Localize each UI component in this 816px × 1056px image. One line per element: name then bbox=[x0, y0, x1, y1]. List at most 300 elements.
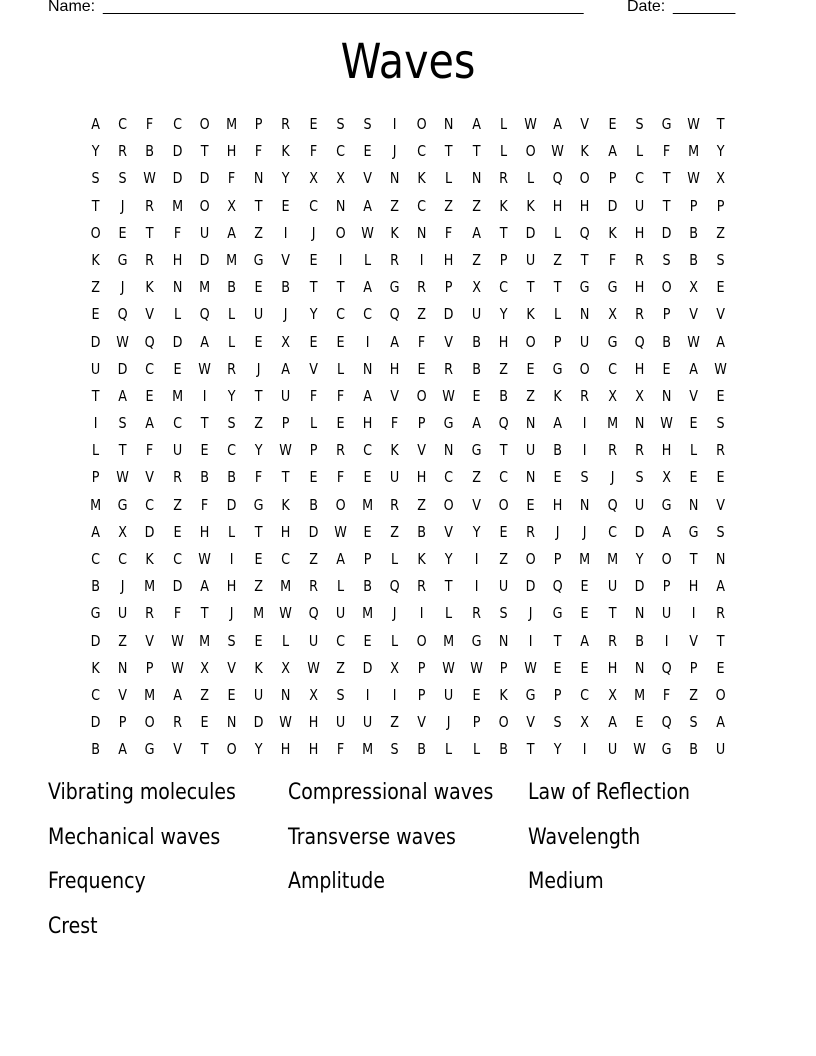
grid-letter[interactable]: E bbox=[363, 631, 372, 650]
grid-letter[interactable]: C bbox=[444, 468, 454, 487]
grid-letter[interactable]: C bbox=[172, 115, 182, 133]
grid-letter[interactable]: R bbox=[281, 115, 291, 133]
grid-letter[interactable]: G bbox=[552, 359, 563, 378]
grid-letter[interactable]: D bbox=[607, 196, 618, 215]
grid-letter[interactable]: T bbox=[553, 278, 562, 297]
grid-letter[interactable]: V bbox=[145, 631, 155, 650]
grid-letter[interactable]: L bbox=[227, 522, 236, 541]
grid-letter[interactable]: U bbox=[634, 495, 645, 514]
grid-letter[interactable]: V bbox=[308, 359, 318, 378]
grid-letter[interactable]: R bbox=[390, 495, 400, 514]
grid-letter[interactable]: Q bbox=[579, 223, 590, 242]
grid-letter[interactable]: N bbox=[525, 468, 536, 487]
grid-letter[interactable]: G bbox=[117, 495, 128, 514]
grid-letter[interactable]: W bbox=[333, 522, 347, 541]
grid-letter[interactable]: N bbox=[471, 169, 481, 188]
grid-letter[interactable]: W bbox=[143, 169, 157, 188]
grid-letter[interactable]: B bbox=[417, 740, 427, 759]
grid-letter[interactable]: J bbox=[583, 522, 587, 541]
grid-letter[interactable]: V bbox=[689, 305, 699, 324]
grid-letter[interactable]: N bbox=[716, 550, 726, 568]
grid-letter[interactable]: C bbox=[172, 414, 182, 433]
grid-letter[interactable]: K bbox=[390, 223, 399, 242]
grid-letter[interactable]: Y bbox=[553, 740, 562, 759]
grid-letter[interactable]: Q bbox=[634, 332, 645, 351]
grid-letter[interactable]: D bbox=[90, 713, 101, 732]
grid-letter[interactable]: B bbox=[281, 278, 291, 297]
grid-letter[interactable]: H bbox=[226, 577, 237, 596]
grid-letter[interactable]: R bbox=[526, 522, 536, 541]
grid-letter[interactable]: H bbox=[226, 142, 237, 161]
grid-letter[interactable]: G bbox=[607, 278, 618, 297]
grid-letter[interactable]: U bbox=[308, 631, 318, 650]
grid-letter[interactable]: D bbox=[362, 658, 373, 677]
grid-letter[interactable]: A bbox=[607, 713, 617, 732]
grid-letter[interactable]: Z bbox=[499, 550, 508, 568]
grid-letter[interactable]: A bbox=[118, 740, 128, 759]
grid-letter[interactable]: X bbox=[308, 685, 318, 704]
grid-letter[interactable]: Z bbox=[254, 414, 264, 433]
grid-letter[interactable]: O bbox=[416, 386, 427, 405]
grid-letter[interactable]: T bbox=[146, 223, 154, 242]
grid-letter[interactable]: A bbox=[553, 115, 563, 133]
grid-letter[interactable]: O bbox=[525, 550, 536, 568]
grid-letter[interactable]: F bbox=[336, 468, 344, 487]
grid-letter[interactable]: X bbox=[199, 658, 209, 677]
grid-letter[interactable]: P bbox=[118, 713, 127, 732]
grid-letter[interactable]: B bbox=[227, 278, 236, 297]
grid-letter[interactable]: C bbox=[634, 169, 644, 188]
grid-letter[interactable]: L bbox=[554, 223, 562, 242]
grid-letter[interactable]: U bbox=[335, 713, 345, 732]
grid-letter[interactable]: G bbox=[471, 631, 482, 650]
grid-letter[interactable]: R bbox=[145, 196, 155, 215]
grid-letter[interactable]: N bbox=[498, 631, 509, 650]
grid-letter[interactable]: M bbox=[688, 142, 700, 161]
grid-letter[interactable]: O bbox=[416, 115, 427, 133]
grid-letter[interactable]: Z bbox=[444, 196, 454, 215]
grid-letter[interactable]: E bbox=[716, 658, 725, 677]
grid-letter[interactable]: C bbox=[498, 468, 508, 487]
grid-letter[interactable]: Z bbox=[308, 550, 318, 568]
grid-letter[interactable]: E bbox=[173, 522, 182, 541]
grid-letter[interactable]: A bbox=[662, 522, 671, 541]
grid-letter[interactable]: O bbox=[579, 169, 590, 188]
grid-letter[interactable]: C bbox=[363, 305, 372, 324]
grid-letter[interactable]: C bbox=[335, 305, 345, 324]
grid-letter[interactable]: T bbox=[717, 115, 725, 133]
grid-letter[interactable]: E bbox=[145, 386, 154, 405]
grid-letter[interactable]: V bbox=[444, 332, 454, 351]
grid-letter[interactable]: P bbox=[553, 550, 562, 568]
grid-letter[interactable]: L bbox=[336, 359, 344, 378]
grid-letter[interactable]: C bbox=[417, 196, 427, 215]
grid-letter[interactable]: J bbox=[392, 142, 397, 161]
grid-letter[interactable]: M bbox=[226, 250, 238, 269]
grid-letter[interactable]: Y bbox=[282, 169, 290, 188]
grid-letter[interactable]: E bbox=[716, 468, 725, 487]
grid-letter[interactable]: O bbox=[498, 713, 509, 732]
grid-letter[interactable]: U bbox=[254, 305, 264, 324]
grid-letter[interactable]: D bbox=[253, 713, 264, 732]
grid-letter[interactable]: G bbox=[661, 740, 672, 759]
grid-letter[interactable]: E bbox=[608, 115, 617, 133]
grid-letter[interactable]: Z bbox=[417, 495, 427, 514]
grid-letter[interactable]: D bbox=[172, 332, 183, 351]
grid-letter[interactable]: P bbox=[553, 332, 562, 351]
grid-letter[interactable]: Q bbox=[389, 577, 400, 596]
grid-letter[interactable]: N bbox=[444, 441, 454, 460]
grid-letter[interactable]: Z bbox=[199, 685, 209, 704]
grid-letter[interactable]: H bbox=[308, 740, 318, 759]
grid-letter[interactable]: R bbox=[335, 441, 345, 460]
grid-letter[interactable]: X bbox=[580, 713, 590, 732]
grid-letter[interactable]: P bbox=[309, 441, 317, 460]
grid-letter[interactable]: U bbox=[716, 740, 726, 759]
grid-letter[interactable]: Q bbox=[498, 414, 509, 433]
grid-letter[interactable]: D bbox=[661, 223, 672, 242]
grid-letter[interactable]: O bbox=[335, 223, 346, 242]
grid-letter[interactable]: A bbox=[471, 223, 481, 242]
grid-letter[interactable]: R bbox=[172, 468, 182, 487]
grid-letter[interactable]: G bbox=[525, 685, 536, 704]
grid-letter[interactable]: I bbox=[583, 441, 587, 460]
grid-letter[interactable]: A bbox=[145, 414, 155, 433]
grid-letter[interactable]: N bbox=[661, 386, 672, 405]
grid-letter[interactable]: B bbox=[91, 577, 100, 596]
grid-letter[interactable]: J bbox=[447, 713, 451, 732]
grid-letter[interactable]: N bbox=[525, 414, 536, 433]
grid-letter[interactable]: M bbox=[253, 604, 265, 623]
grid-letter[interactable]: T bbox=[717, 631, 725, 650]
grid-letter[interactable]: C bbox=[91, 550, 101, 568]
grid-letter[interactable]: A bbox=[91, 115, 100, 133]
grid-letter[interactable]: O bbox=[661, 550, 672, 568]
grid-letter[interactable]: W bbox=[361, 223, 374, 242]
grid-letter[interactable]: E bbox=[227, 685, 236, 704]
grid-letter[interactable]: P bbox=[689, 658, 698, 677]
grid-letter[interactable]: B bbox=[308, 495, 318, 514]
grid-letter[interactable]: A bbox=[227, 223, 236, 242]
grid-letter[interactable]: X bbox=[607, 685, 617, 704]
grid-letter[interactable]: A bbox=[553, 414, 563, 433]
grid-letter[interactable]: N bbox=[226, 713, 237, 732]
grid-letter[interactable]: W bbox=[279, 441, 293, 460]
grid-letter[interactable]: D bbox=[525, 223, 536, 242]
grid-letter[interactable]: W bbox=[279, 713, 293, 732]
grid-letter[interactable]: I bbox=[691, 604, 696, 623]
grid-letter[interactable]: H bbox=[580, 196, 590, 215]
grid-letter[interactable]: P bbox=[499, 658, 508, 677]
grid-letter[interactable]: U bbox=[281, 386, 291, 405]
grid-letter[interactable]: X bbox=[390, 658, 400, 677]
grid-letter[interactable]: T bbox=[91, 196, 100, 215]
grid-letter[interactable]: W bbox=[198, 359, 211, 378]
grid-letter[interactable]: H bbox=[444, 250, 454, 269]
grid-letter[interactable]: I bbox=[474, 550, 479, 568]
grid-letter[interactable]: G bbox=[253, 250, 264, 269]
grid-letter[interactable]: E bbox=[363, 522, 372, 541]
grid-letter[interactable]: V bbox=[471, 495, 481, 514]
grid-letter[interactable]: S bbox=[716, 414, 725, 433]
grid-letter[interactable]: A bbox=[118, 386, 128, 405]
grid-letter[interactable]: I bbox=[419, 604, 424, 623]
grid-letter[interactable]: E bbox=[417, 359, 426, 378]
grid-letter[interactable]: I bbox=[202, 386, 207, 405]
grid-letter[interactable]: E bbox=[553, 658, 562, 677]
grid-letter[interactable]: G bbox=[117, 250, 128, 269]
grid-letter[interactable]: W bbox=[442, 386, 456, 405]
grid-letter[interactable]: R bbox=[634, 441, 644, 460]
grid-letter[interactable]: P bbox=[91, 468, 100, 487]
grid-letter[interactable]: N bbox=[580, 305, 590, 324]
grid-letter[interactable]: K bbox=[281, 495, 291, 514]
grid-letter[interactable]: X bbox=[607, 386, 617, 405]
grid-letter[interactable]: V bbox=[118, 685, 128, 704]
grid-letter[interactable]: C bbox=[91, 685, 101, 704]
grid-letter[interactable]: D bbox=[444, 305, 454, 324]
grid-letter[interactable]: A bbox=[607, 142, 617, 161]
grid-letter[interactable]: L bbox=[391, 631, 399, 650]
grid-letter[interactable]: U bbox=[199, 223, 210, 242]
grid-letter[interactable]: E bbox=[472, 386, 481, 405]
grid-letter[interactable]: M bbox=[361, 604, 373, 623]
grid-letter[interactable]: L bbox=[391, 550, 399, 568]
grid-letter[interactable]: I bbox=[392, 115, 397, 133]
grid-letter[interactable]: B bbox=[91, 740, 100, 759]
grid-letter[interactable]: T bbox=[118, 441, 127, 460]
grid-letter[interactable]: H bbox=[661, 441, 672, 460]
grid-letter[interactable]: K bbox=[417, 169, 427, 188]
grid-letter[interactable]: K bbox=[553, 386, 562, 405]
grid-letter[interactable]: U bbox=[607, 577, 617, 596]
grid-letter[interactable]: E bbox=[635, 713, 644, 732]
grid-letter[interactable]: R bbox=[227, 359, 236, 378]
grid-letter[interactable]: N bbox=[118, 658, 128, 677]
grid-letter[interactable]: U bbox=[254, 685, 264, 704]
grid-letter[interactable]: O bbox=[226, 740, 237, 759]
grid-letter[interactable]: I bbox=[419, 250, 424, 269]
grid-letter[interactable]: C bbox=[607, 522, 617, 541]
grid-letter[interactable]: O bbox=[661, 278, 672, 297]
grid-letter[interactable]: P bbox=[445, 278, 453, 297]
grid-letter[interactable]: O bbox=[199, 196, 210, 215]
grid-letter[interactable]: P bbox=[146, 658, 154, 677]
grid-letter[interactable]: C bbox=[417, 142, 427, 161]
grid-letter[interactable]: H bbox=[498, 332, 509, 351]
grid-letter[interactable]: V bbox=[145, 468, 155, 487]
grid-letter[interactable]: Y bbox=[445, 550, 453, 568]
grid-letter[interactable]: T bbox=[309, 278, 317, 297]
grid-letter[interactable]: V bbox=[417, 441, 427, 460]
grid-letter[interactable]: M bbox=[171, 196, 183, 215]
grid-letter[interactable]: S bbox=[499, 604, 508, 623]
grid-letter[interactable]: F bbox=[662, 142, 671, 161]
grid-letter[interactable]: E bbox=[254, 631, 263, 650]
grid-letter[interactable]: Y bbox=[309, 305, 317, 324]
grid-letter[interactable]: A bbox=[363, 386, 372, 405]
grid-letter[interactable]: E bbox=[309, 250, 318, 269]
grid-letter[interactable]: C bbox=[580, 685, 590, 704]
grid-letter[interactable]: F bbox=[608, 250, 616, 269]
grid-letter[interactable]: P bbox=[417, 658, 426, 677]
grid-letter[interactable]: O bbox=[498, 495, 509, 514]
grid-letter[interactable]: T bbox=[526, 278, 535, 297]
grid-letter[interactable]: L bbox=[445, 604, 453, 623]
grid-letter[interactable]: B bbox=[499, 386, 508, 405]
grid-letter[interactable]: S bbox=[716, 522, 725, 541]
grid-letter[interactable]: M bbox=[579, 550, 591, 568]
grid-letter[interactable]: V bbox=[417, 713, 427, 732]
grid-letter[interactable]: O bbox=[90, 223, 101, 242]
grid-letter[interactable]: C bbox=[172, 550, 182, 568]
grid-letter[interactable]: U bbox=[444, 685, 454, 704]
grid-letter[interactable]: E bbox=[716, 278, 725, 297]
grid-letter[interactable]: L bbox=[635, 142, 643, 161]
grid-letter[interactable]: T bbox=[200, 604, 209, 623]
grid-letter[interactable]: I bbox=[365, 332, 370, 351]
grid-letter[interactable]: R bbox=[118, 142, 128, 161]
grid-letter[interactable]: P bbox=[282, 414, 290, 433]
grid-letter[interactable]: U bbox=[580, 332, 590, 351]
grid-letter[interactable]: P bbox=[662, 305, 671, 324]
grid-letter[interactable]: S bbox=[336, 115, 345, 133]
grid-letter[interactable]: R bbox=[716, 604, 726, 623]
grid-letter[interactable]: R bbox=[471, 604, 481, 623]
grid-letter[interactable]: Z bbox=[172, 495, 182, 514]
grid-letter[interactable]: G bbox=[607, 332, 618, 351]
grid-letter[interactable]: B bbox=[417, 522, 427, 541]
grid-letter[interactable]: R bbox=[634, 250, 644, 269]
grid-letter[interactable]: D bbox=[172, 142, 183, 161]
grid-letter[interactable]: N bbox=[417, 223, 427, 242]
grid-letter[interactable]: C bbox=[335, 142, 345, 161]
grid-letter[interactable]: J bbox=[229, 604, 234, 623]
grid-letter[interactable]: Z bbox=[471, 468, 481, 487]
grid-letter[interactable]: L bbox=[92, 441, 100, 460]
grid-letter[interactable]: F bbox=[336, 386, 344, 405]
grid-letter[interactable]: X bbox=[281, 332, 291, 351]
grid-letter[interactable]: M bbox=[361, 740, 373, 759]
grid-letter[interactable]: M bbox=[226, 115, 238, 133]
grid-letter[interactable]: Q bbox=[607, 495, 618, 514]
grid-letter[interactable]: O bbox=[199, 115, 210, 133]
grid-letter[interactable]: M bbox=[633, 685, 645, 704]
grid-letter[interactable]: K bbox=[499, 196, 508, 215]
grid-letter[interactable]: I bbox=[583, 740, 587, 759]
grid-letter[interactable]: L bbox=[499, 142, 507, 161]
grid-letter[interactable]: X bbox=[662, 468, 671, 487]
grid-letter[interactable]: F bbox=[418, 332, 426, 351]
grid-letter[interactable]: J bbox=[555, 522, 560, 541]
grid-letter[interactable]: S bbox=[716, 250, 725, 269]
grid-letter[interactable]: V bbox=[172, 740, 182, 759]
grid-letter[interactable]: W bbox=[116, 332, 130, 351]
grid-letter[interactable]: O bbox=[525, 332, 536, 351]
grid-letter[interactable]: F bbox=[173, 604, 181, 623]
grid-letter[interactable]: X bbox=[227, 196, 236, 215]
grid-letter[interactable]: E bbox=[309, 115, 318, 133]
grid-letter[interactable]: A bbox=[91, 522, 100, 541]
grid-letter[interactable]: D bbox=[172, 577, 183, 596]
grid-letter[interactable]: M bbox=[606, 414, 618, 433]
grid-letter[interactable]: R bbox=[417, 278, 427, 297]
grid-letter[interactable]: Z bbox=[390, 196, 400, 215]
grid-letter[interactable]: D bbox=[634, 577, 645, 596]
grid-letter[interactable]: H bbox=[389, 359, 400, 378]
grid-letter[interactable]: L bbox=[690, 441, 698, 460]
grid-letter[interactable]: Q bbox=[117, 305, 128, 324]
grid-letter[interactable]: R bbox=[444, 359, 454, 378]
grid-letter[interactable]: T bbox=[526, 740, 535, 759]
grid-letter[interactable]: P bbox=[417, 414, 426, 433]
grid-letter[interactable]: L bbox=[445, 740, 453, 759]
grid-letter[interactable]: S bbox=[662, 250, 671, 269]
grid-letter[interactable]: E bbox=[254, 278, 263, 297]
grid-letter[interactable]: D bbox=[199, 250, 210, 269]
grid-letter[interactable]: E bbox=[689, 414, 698, 433]
grid-letter[interactable]: N bbox=[362, 359, 373, 378]
name-field[interactable]: ______________________________________________________ bbox=[103, 0, 584, 15]
grid-letter[interactable]: R bbox=[145, 250, 155, 269]
grid-letter[interactable]: V bbox=[363, 169, 372, 188]
grid-letter[interactable]: Q bbox=[552, 169, 563, 188]
grid-letter[interactable]: G bbox=[253, 495, 264, 514]
grid-letter[interactable]: E bbox=[91, 305, 100, 324]
grid-letter[interactable]: N bbox=[335, 196, 346, 215]
grid-letter[interactable]: J bbox=[120, 278, 125, 297]
grid-letter[interactable]: D bbox=[90, 631, 101, 650]
grid-letter[interactable]: W bbox=[524, 115, 537, 133]
grid-letter[interactable]: I bbox=[583, 414, 587, 433]
grid-letter[interactable]: J bbox=[311, 223, 315, 242]
grid-letter[interactable]: V bbox=[390, 386, 400, 405]
grid-letter[interactable]: S bbox=[689, 713, 698, 732]
grid-letter[interactable]: N bbox=[634, 658, 645, 677]
grid-letter[interactable]: L bbox=[336, 577, 344, 596]
grid-letter[interactable]: E bbox=[254, 332, 263, 351]
grid-letter[interactable]: C bbox=[607, 359, 617, 378]
grid-letter[interactable]: H bbox=[308, 713, 318, 732]
grid-letter[interactable]: W bbox=[198, 550, 211, 568]
grid-letter[interactable]: D bbox=[172, 169, 183, 188]
grid-letter[interactable]: W bbox=[687, 332, 701, 351]
grid-letter[interactable]: H bbox=[281, 522, 291, 541]
grid-letter[interactable]: J bbox=[610, 468, 615, 487]
grid-letter[interactable]: T bbox=[254, 386, 263, 405]
grid-letter[interactable]: G bbox=[444, 414, 454, 433]
grid-letter[interactable]: B bbox=[145, 142, 155, 161]
grid-letter[interactable]: X bbox=[716, 169, 726, 188]
grid-letter[interactable]: M bbox=[90, 495, 102, 514]
grid-letter[interactable]: W bbox=[306, 658, 320, 677]
grid-letter[interactable]: M bbox=[280, 577, 292, 596]
grid-letter[interactable]: H bbox=[552, 495, 563, 514]
grid-letter[interactable]: N bbox=[389, 169, 400, 188]
grid-letter[interactable]: K bbox=[91, 250, 100, 269]
grid-letter[interactable]: G bbox=[389, 278, 400, 297]
grid-letter[interactable]: B bbox=[634, 631, 644, 650]
grid-letter[interactable]: Q bbox=[144, 332, 155, 351]
grid-letter[interactable]: T bbox=[282, 468, 290, 487]
grid-letter[interactable]: S bbox=[363, 115, 372, 133]
grid-letter[interactable]: A bbox=[689, 359, 699, 378]
grid-letter[interactable]: D bbox=[145, 522, 155, 541]
grid-letter[interactable]: E bbox=[662, 359, 671, 378]
grid-letter[interactable]: G bbox=[661, 115, 672, 133]
grid-letter[interactable]: L bbox=[527, 169, 535, 188]
grid-letter[interactable]: Y bbox=[91, 142, 100, 161]
